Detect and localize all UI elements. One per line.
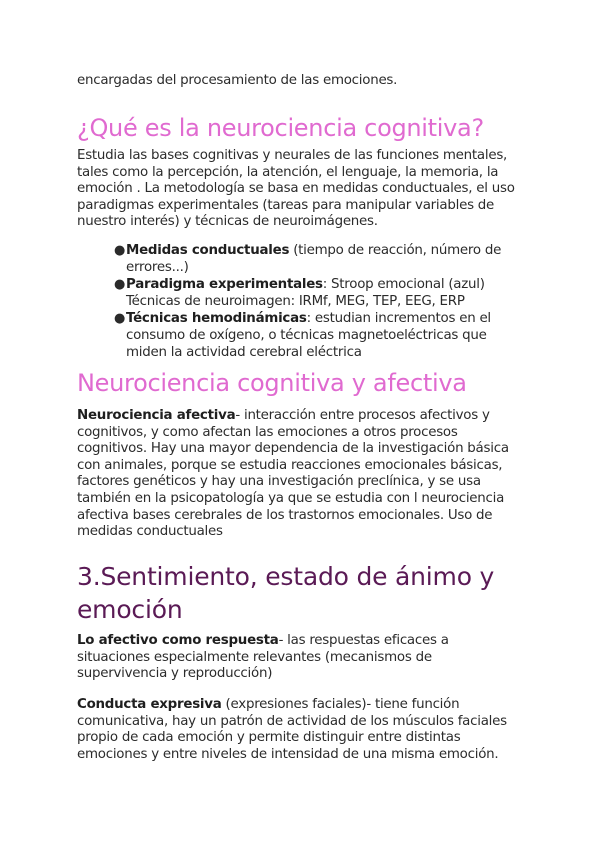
term-expressive-behavior: Conducta expresiva	[77, 697, 222, 712]
list-item-term: Medidas conductuales	[126, 243, 290, 258]
affective-neuroscience-text: - interacción entre procesos afectivos y cognitivos, y como afectan las emociones a otros procesos cognitivos. Hay una mayor dependencia de la investigación básica con animales, porque se estudia reacciones emocionales básicas, factores genéticos y hay una investigación preclínica, y se usa también en la psicopatología ya que se estudia con l neurociencia afectiva bases cerebrales de los trastornos emocionales. Uso de medidas conductuales	[77, 408, 509, 540]
paragraph-expressive-behavior	[77, 697, 525, 763]
methods-list	[114, 243, 524, 362]
list-item-text: : Stroop emocional (azul) Técnicas de neuroimagen: IRMf, MEG, TEP, EEG, ERP	[126, 277, 485, 309]
paragraph-affective-response	[77, 633, 525, 683]
list-item-text: (tiempo de reacción, número de errores...)	[126, 243, 502, 275]
heading-cognitive-affective: Neurociencia cognitiva y afectiva	[77, 369, 467, 397]
expressive-behavior-text: (expresiones faciales)- tiene función comunicativa, hay un patrón de actividad de los músculos faciales propio de cada emoción y permite distinguir entre distintas emociones y entre niveles de intensidad de una misma emoción.	[77, 697, 507, 762]
bullet-icon: ●	[114, 311, 126, 327]
term-affective-neuroscience: Neurociencia afectiva	[77, 408, 236, 423]
list-item-term: Técnicas hemodinámicas	[126, 311, 307, 327]
list-item-text: : estudian incrementos en el consumo de oxígeno, o técnicas magnetoeléctricas que miden la actividad cerebral eléctrica	[126, 311, 491, 360]
list-item	[114, 311, 524, 361]
intro-text: encargadas del procesamiento de las emociones.	[77, 73, 398, 88]
bullet-icon: ●	[114, 243, 126, 258]
heading-what-is-cognitive-neuroscience: ¿Qué es la neurociencia cognitiva?	[77, 114, 484, 142]
paragraph-what-is: Estudia las bases cognitivas y neurales de las funciones mentales, tales como la percepción, la atención, el lenguaje, la memoria, la emoción . La metodología se basa en medidas conductuales, el uso paradigmas experimentales (tareas para manipular variables de nuestro interés) y técnicas de neuroimágenes.	[77, 148, 515, 230]
list-item	[114, 243, 524, 276]
bullet-icon: ●	[114, 277, 126, 293]
affective-response-text: - las respuestas eficaces a situaciones especialmente relevantes (mecanismos de supervivencia y reproducción)	[77, 633, 449, 682]
term-affective-response: Lo afectivo como respuesta	[77, 633, 279, 648]
paragraph-affective-neuroscience	[77, 408, 525, 541]
heading-section-3: 3.Sentimiento, estado de ánimo y emoción	[77, 562, 495, 624]
list-item-term: Paradigma experimentales	[126, 277, 323, 293]
list-item	[114, 277, 524, 310]
